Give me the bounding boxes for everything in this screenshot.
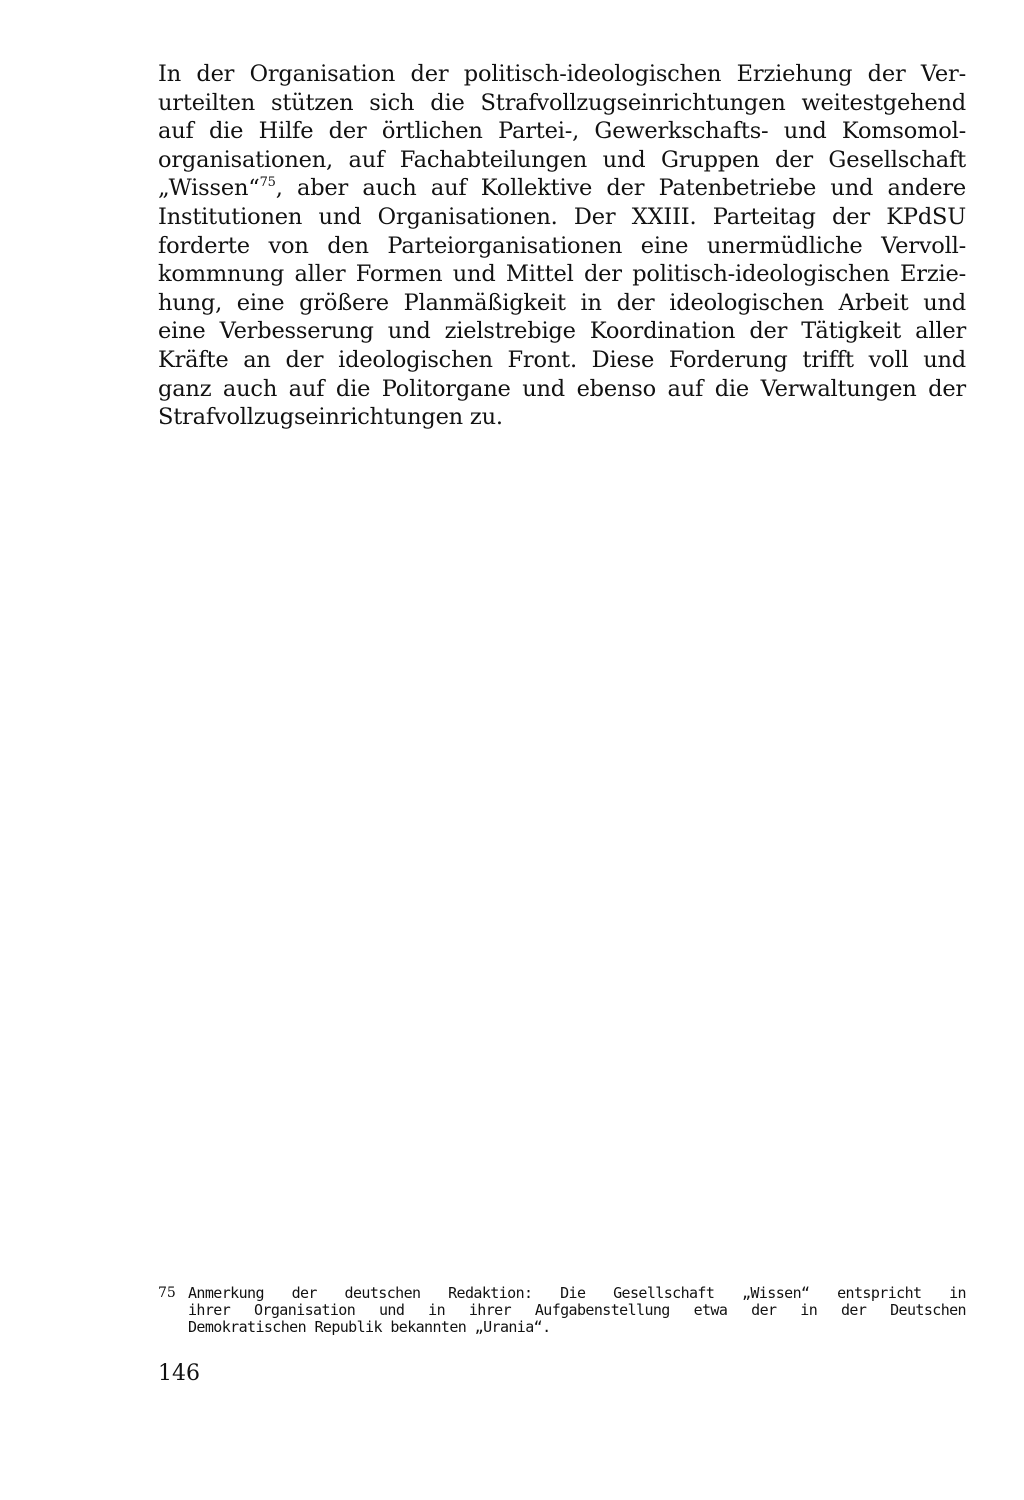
body-line: In der Organisation der politisch-ideologischen Erziehung der Ver- [158, 61, 966, 87]
footnote-reference: 75 [259, 175, 276, 191]
body-line [158, 174, 966, 203]
body-line: urteilten stützen sich die Strafvollzugseinrichtungen weitestgehend [158, 89, 966, 116]
footnote-line: Demokratischen Republik bekannten „Urania“. [188, 1318, 551, 1336]
body-line-segment: , aber auch auf Kollektive der Patenbetriebe und andere [275, 175, 966, 202]
body-line: Strafvollzugseinrichtungen zu. [158, 404, 503, 431]
body-line: auf die Hilfe der örtlichen Partei-, Gewerkschafts- und Komsomol- [158, 118, 966, 145]
body-line: organisationen, auf Fachabteilungen und Gruppen der Gesellschaft [158, 146, 966, 173]
body-line: eine Verbesserung und zielstrebige Koordination der Tätigkeit aller [158, 318, 966, 345]
body-line: ganz auch auf die Politorgane und ebenso auf die Verwaltungen der [158, 375, 966, 402]
body-line-segment: „Wissen“ [158, 175, 260, 202]
footnote-marker: 75 [158, 1285, 176, 1301]
body-paragraph [158, 60, 966, 432]
body-line: Kräfte an der ideologischen Front. Diese Forderung trifft voll und [158, 346, 966, 373]
body-line: forderte von den Parteiorganisationen eine unermüdliche Vervoll- [158, 232, 966, 259]
body-line: kommnung aller Formen und Mittel der politisch-ideologischen Erzie- [158, 261, 966, 288]
footnote-line: Anmerkung der deutschen Redaktion: Die Gesellschaft „Wissen“ entspricht in [188, 1284, 966, 1302]
body-line: Institutionen und Organisationen. Der XXIII. Parteitag der KPdSU [158, 203, 966, 230]
footnote-text [188, 1285, 966, 1336]
footnote-line: ihrer Organisation und in ihrer Aufgabenstellung etwa der in der Deutschen [188, 1301, 966, 1319]
page-number: 146 [158, 1361, 200, 1386]
body-line: hung, eine größere Planmäßigkeit in der ideologischen Arbeit und [158, 289, 966, 316]
